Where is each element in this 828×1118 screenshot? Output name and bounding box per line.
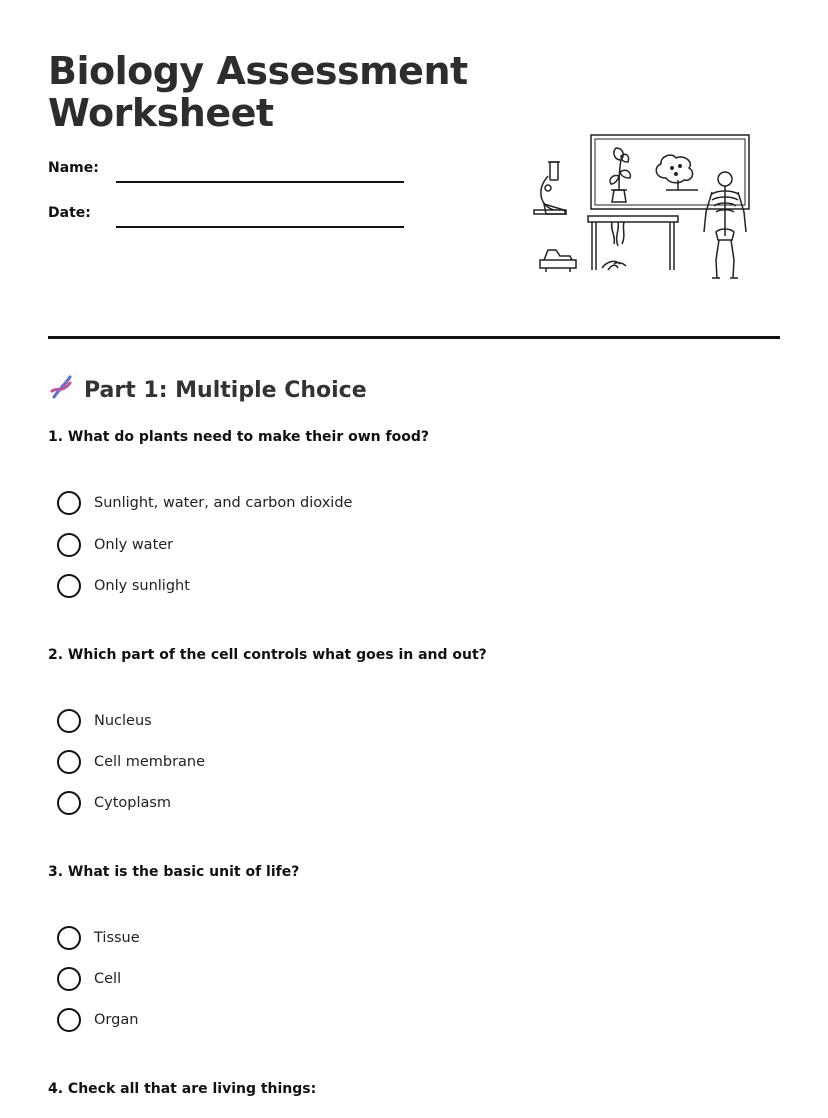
radio-button[interactable] <box>57 967 81 991</box>
q2-option-a[interactable] <box>57 708 152 734</box>
radio-button[interactable] <box>57 750 81 774</box>
option-label: Cell membrane <box>94 754 206 770</box>
radio-button[interactable] <box>57 1008 81 1032</box>
q3-option-a[interactable] <box>57 925 140 951</box>
worksheet-title <box>48 50 468 134</box>
option-label: Cell <box>94 971 122 987</box>
q1-option-c[interactable] <box>57 573 190 599</box>
radio-button[interactable] <box>57 533 81 557</box>
name-label: Name: <box>48 160 99 176</box>
date-input-line[interactable] <box>116 226 404 228</box>
section-title-text: Part 1: Multiple Choice <box>84 377 367 403</box>
q2-option-c[interactable] <box>57 790 171 816</box>
q3-option-b[interactable] <box>57 966 121 992</box>
question-1: 1. What do plants need to make their own food? <box>48 429 429 445</box>
dna-icon <box>48 373 76 407</box>
biology-classroom-illustration <box>526 132 758 282</box>
title-line-1: Biology Assessment <box>48 49 468 93</box>
section-title-part-1 <box>48 374 367 406</box>
option-label: Organ <box>94 1012 139 1028</box>
radio-button[interactable] <box>57 574 81 598</box>
option-label: Only water <box>94 537 174 553</box>
radio-button[interactable] <box>57 791 81 815</box>
radio-button[interactable] <box>57 491 81 515</box>
option-label: Nucleus <box>94 713 152 729</box>
title-line-2: Worksheet <box>48 91 274 135</box>
name-field[interactable] <box>48 160 408 184</box>
option-label: Tissue <box>94 930 140 946</box>
option-label: Sunlight, water, and carbon dioxide <box>94 495 353 511</box>
option-label: Only sunlight <box>94 578 190 594</box>
option-label: Cytoplasm <box>94 795 172 811</box>
date-label: Date: <box>48 205 91 221</box>
question-2: 2. Which part of the cell controls what goes in and out? <box>48 647 487 663</box>
name-input-line[interactable] <box>116 181 404 183</box>
q1-option-a[interactable] <box>57 490 352 516</box>
question-4: 4. Check all that are living things: <box>48 1081 317 1097</box>
radio-button[interactable] <box>57 926 81 950</box>
question-3: 3. What is the basic unit of life? <box>48 864 300 880</box>
q1-option-b[interactable] <box>57 532 173 558</box>
q2-option-b[interactable] <box>57 749 205 775</box>
date-field[interactable] <box>48 205 408 229</box>
radio-button[interactable] <box>57 709 81 733</box>
section-divider <box>48 336 780 339</box>
q3-option-c[interactable] <box>57 1007 138 1033</box>
